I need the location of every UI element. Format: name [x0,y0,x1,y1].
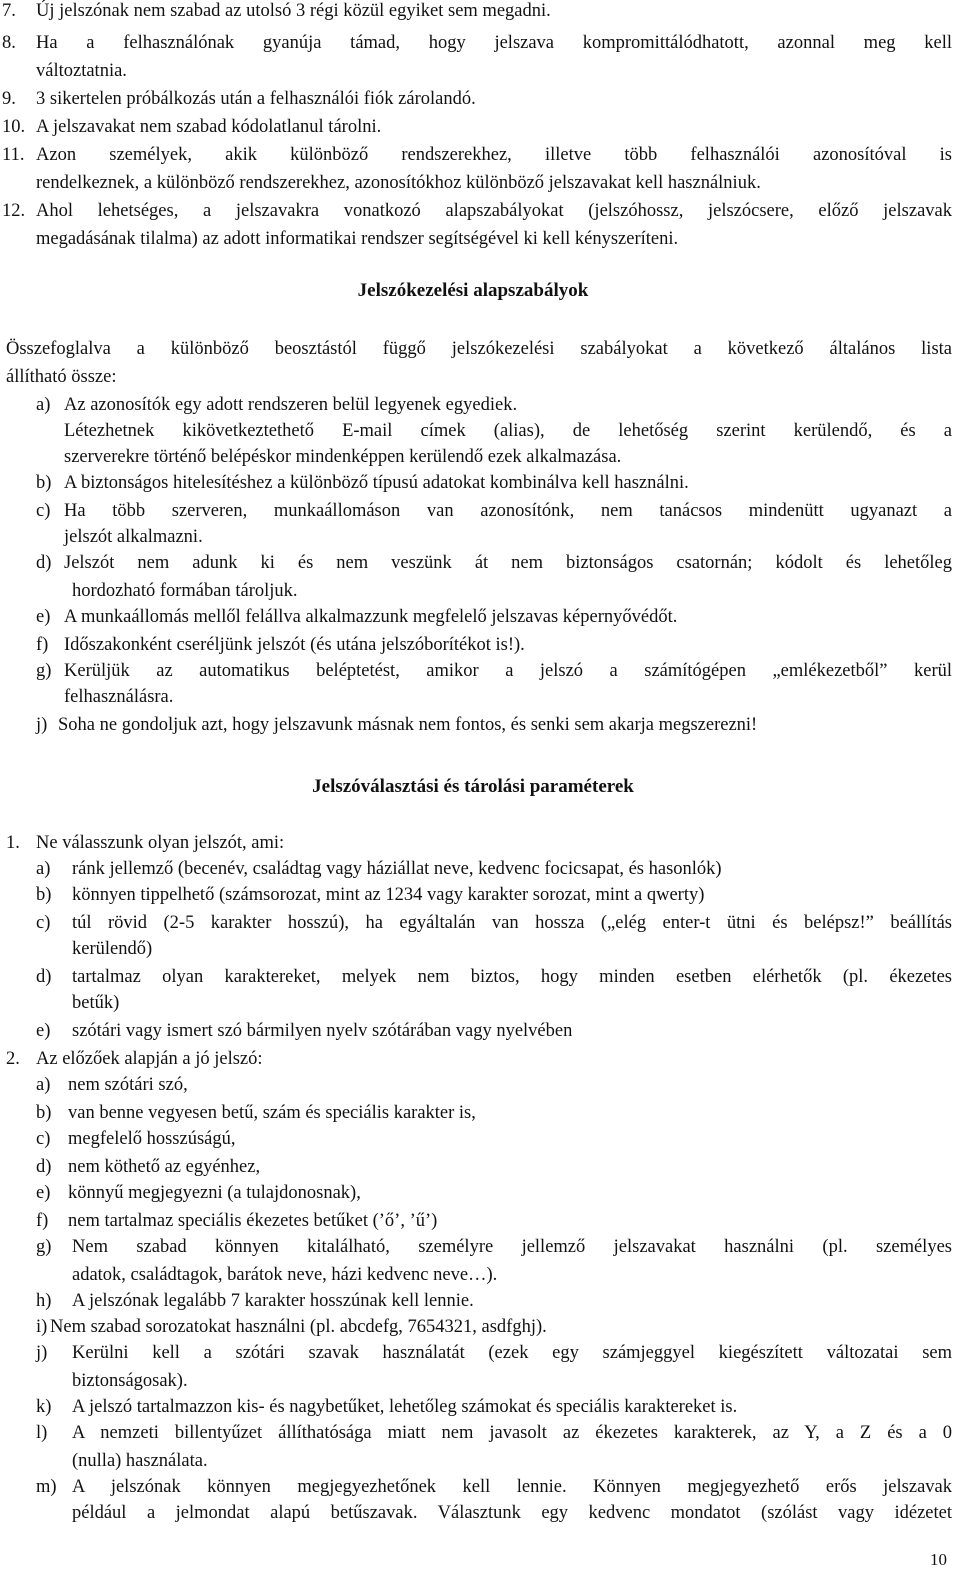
item-text: tartalmaz olyan karaktereket, melyek nem biztos, hogy minden esetben elérhetők (pl. ékezetes [72,967,952,987]
item-text: Létezhetnek kikövetkeztethető E-mail címek (alias), de lehetőség szerint kerülendő, és a [64,421,952,441]
list-item-text: változtatnia. [36,61,127,81]
item-text: Nem szabad sorozatokat használni (pl. abcdefg, 7654321, asdfghj). [50,1317,547,1337]
item-label: d) [36,1157,52,1177]
list-number: 12. [2,201,26,221]
item-text: például a jelmondat alapú betűszavak. Választunk egy kedvenc mondatot (szólást vagy idézetet [72,1503,952,1523]
item-label: d) [36,967,52,987]
item-text: nem tartalmaz speciális ékezetes betűket (’ő’, ’ű’) [68,1211,438,1231]
list-item-text: 3 sikertelen próbálkozás után a felhasználói fiók zárolandó. [36,89,476,109]
item-text: Kerüljük az automatikus beléptetést, amikor a jelszó a számítógépen „emlékezetből” kerül [64,661,952,681]
item-label: g) [36,661,52,681]
list-item-text: megadásának tilalma) az adott informatikai rendszer segítségével ki kell kényszeríteni. [36,229,679,249]
item-text: Az azonosítók egy adott rendszeren belül legyenek egyediek. [64,395,518,415]
item-label: a) [36,395,51,415]
item-text: szerverekre történő belépéskor mindenképpen kerülendő ezek alkalmazása. [64,447,622,467]
item-text: túl rövid (2-5 karakter hosszú), ha egyáltalán van hossza („elég enter-t ütni és belépsz!” beállítás [72,913,952,933]
item-label: e) [36,607,51,627]
item-text: biztonságosak). [72,1371,188,1391]
item-label: f) [36,1211,49,1231]
item-label: c) [36,913,51,933]
item-text: Jelszót nem adunk ki és nem veszünk át nem biztonságos csatornán; kódolt és lehetőleg [64,553,952,573]
item-text: szótári vagy ismert szó bármilyen nyelv szótárában vagy nyelvében [72,1021,573,1041]
list-item-text: Ha a felhasználónak gyanúja támad, hogy jelszava kompromittálódhatott, azonnal meg kell [36,33,952,53]
list-item-text: Azon személyek, akik különböző rendszerekhez, illetve több felhasználói azonosítóval is [36,145,952,165]
item-label: i) [36,1317,48,1337]
list-item-text: Ne válasszunk olyan jelszót, ami: [36,833,285,853]
item-label: m) [36,1477,57,1497]
item-text: A biztonságos hitelesítéshez a különböző típusú adatokat kombinálva kell használni. [64,473,689,493]
item-text: felhasználásra. [64,687,174,707]
item-label: c) [36,1129,51,1149]
item-text: megfelelő hosszúságú, [68,1129,236,1149]
item-label: b) [36,473,52,493]
item-text: ránk jellemző (becenév, családtag vagy háziállat neve, kedvenc focicsapat, és hasonlók) [72,859,722,879]
item-label: a) [36,1075,51,1095]
list-number: 9. [2,89,16,109]
section-heading: Jelszókezelési alapszabályok [357,280,589,301]
list-number: 10. [2,117,26,137]
item-text: Ha több szerveren, munkaállomáson van azonosítónk, nem tanácsos mindenütt ugyanazt a [64,501,952,521]
item-text: A munkaállomás mellől felállva alkalmazzunk megfelelő jelszavas képernyővédőt. [64,607,678,627]
item-text: betűk) [72,993,120,1013]
list-number: 2. [6,1049,20,1069]
item-text: A nemzeti billentyűzet állíthatósága miatt nem javasolt az ékezetes karakterek, az Y, a Z és a 0 [72,1423,952,1443]
item-text: Kerülni kell a szótári szavak használatát (ezek egy számjeggyel kiegészített változatai sem [72,1343,952,1363]
list-number: 11. [2,145,25,165]
item-text: Időszakonként cseréljünk jelszót (és utána jelszóborítékot is!). [64,635,525,655]
item-text: kerülendő) [72,939,153,959]
item-label: b) [36,1103,52,1123]
section-heading: Jelszóválasztási és tárolási paraméterek [312,776,634,797]
item-text: könnyen tippelhető (számsorozat, mint az 1234 vagy karakter sorozat, mint a qwerty) [72,885,705,905]
item-text: jelszót alkalmazni. [64,527,203,547]
list-number: 8. [2,33,16,53]
item-label: e) [36,1183,51,1203]
item-label: l) [36,1423,48,1443]
item-text: hordozható formában tároljuk. [72,581,298,601]
item-text: (nulla) használata. [72,1451,208,1471]
item-text: Soha ne gondoljuk azt, hogy jelszavunk másnak nem fontos, és senki sem akarja megszerezni! [58,715,758,735]
list-item-text: Ahol lehetséges, a jelszavakra vonatkozó alapszabályokat (jelszóhossz, jelszócsere, előző jelszavak [36,201,952,221]
item-text: adatok, családtagok, barátok neve, házi kedvenc neve…). [72,1265,498,1285]
item-label: h) [36,1291,52,1311]
item-text: nem köthető az egyénhez, [68,1157,261,1177]
item-text: könnyű megjegyezni (a tulajdonosnak), [68,1183,361,1203]
item-label: k) [36,1397,52,1417]
list-item-text: rendelkeznek, a különböző rendszerekhez, azonosítókhoz különböző jelszavakat kell használniuk. [36,173,761,193]
item-label: d) [36,553,52,573]
item-label: f) [36,635,49,655]
item-text: A jelszó tartalmazzon kis- és nagybetűket, lehetőleg számokat és speciális karaktereket is. [72,1397,738,1417]
item-text: van benne vegyesen betű, szám és speciális karakter is, [68,1103,476,1123]
intro-text: állítható össze: [6,367,117,387]
item-label: b) [36,885,52,905]
item-label: j) [36,715,48,735]
item-label: a) [36,859,51,879]
item-label: c) [36,501,51,521]
list-item-text: Új jelszónak nem szabad az utolsó 3 régi közül egyiket sem megadni. [36,1,551,21]
item-text: A jelszónak legalább 7 karakter hosszúnak kell lennie. [72,1291,474,1311]
list-item-text: A jelszavakat nem szabad kódolatlanul tárolni. [36,117,382,137]
item-text: nem szótári szó, [68,1075,188,1095]
item-label: e) [36,1021,51,1041]
list-number: 7. [2,1,16,21]
item-text: A jelszónak könnyen megjegyezhetőnek kell lennie. Könnyen megjegyezhető erős jelszavak [72,1477,952,1497]
item-label: g) [36,1237,52,1257]
intro-text: Összefoglalva a különböző beosztástól függő jelszókezelési szabályokat a következő általános lista [6,339,952,359]
item-label: j) [36,1343,48,1363]
item-text: Nem szabad könnyen kitalálható, személyre jellemző jelszavakat használni (pl. személyes [72,1237,952,1257]
page-number: 10 [930,1550,947,1569]
list-item-text: Az előzőek alapján a jó jelszó: [36,1049,263,1069]
list-number: 1. [6,833,20,853]
